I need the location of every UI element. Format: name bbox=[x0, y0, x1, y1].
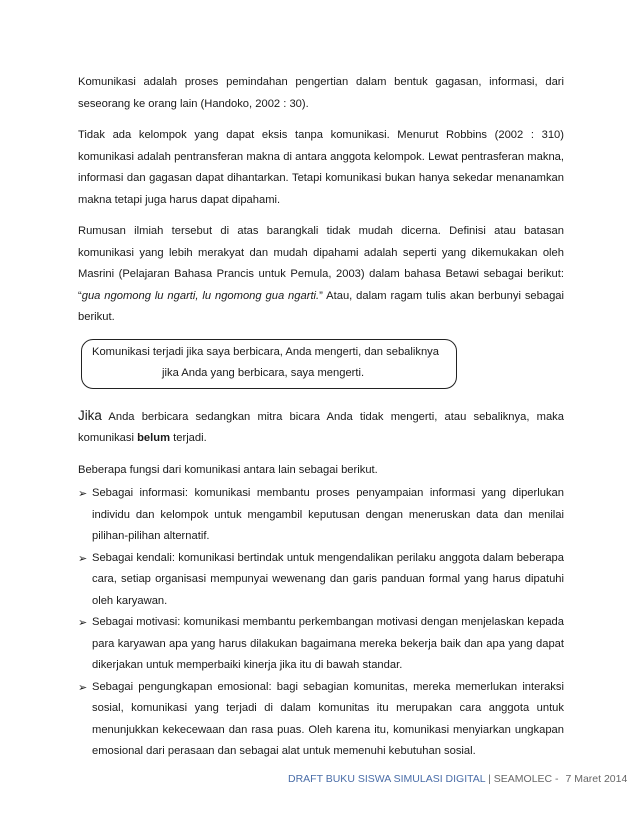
list-item-text: Sebagai kendali: komunikasi bertindak untuk mengendalikan perilaku anggota dalam beberapa cara, setiap organisasi mempunyai wewenang dan garis panduan formal yang harus dipatuhi oleh karyawan. bbox=[92, 551, 564, 607]
list-item bbox=[78, 548, 564, 613]
arrow-bullet-icon: ➢ bbox=[78, 551, 88, 565]
paragraph-fungsi-intro: Beberapa fungsi dari komunikasi antara lain sebagai berikut. bbox=[78, 463, 378, 476]
list-item-text: Sebagai pengungkapan emosional: bagi sebagian komunitas, mereka memerlukan interaksi sosial, komunikasi yang terjadi di dalam komunitas itu merupakan cara anggota untuk menunjukkan kekecewaan dan rasa puas. Oleh karena itu, komunikasi menyiarkan ungkapan emosional dari perasaan dan sebagai alat untuk memenuhi kebutuhan sosial. bbox=[92, 680, 564, 757]
paragraph-jika bbox=[78, 405, 564, 450]
paragraph-jika-text: Anda berbicara sedangkan mitra bicara Anda tidak mengerti, atau sebaliknya, maka komunikasi bbox=[78, 410, 564, 444]
paragraph-robbins: Tidak ada kelompok yang dapat eksis tanpa komunikasi. Menurut Robbins (2002 : 310) komunikasi adalah pentransferan makna di antara anggota kelompok. Lewat pentrasferan makna, informasi dan gagasan dapat dihantarkan. Tetapi komunikasi bukan hanya sekedar menanamkan makna tetapi juga harus dapat dipahami. bbox=[78, 129, 564, 206]
paragraph-jika-tail: terjadi. bbox=[170, 432, 207, 444]
document-page bbox=[78, 72, 564, 763]
callout-line-1: Komunikasi terjadi jika saya berbicara, Anda mengerti, dan sebaliknya bbox=[92, 345, 440, 358]
paragraph-betawi-tail: Atau, dalam ragam tulis akan berbunyi sebagai berikut. bbox=[78, 289, 565, 323]
footer-separator: | bbox=[485, 773, 494, 785]
quote-close: ” bbox=[319, 289, 323, 302]
arrow-bullet-icon: ➢ bbox=[78, 616, 88, 629]
callout-line-2: jika Anda yang berbicara, saya mengerti. bbox=[162, 366, 365, 379]
list-item-text: Sebagai informasi: komunikasi membantu proses penyampaian informasi yang diperlukan individu dan kelompok untuk mengambil keputusan dengan meneruskan data dan menilai pilihan-pilihan alternatif. bbox=[92, 487, 564, 542]
page-footer bbox=[288, 773, 627, 785]
list-item bbox=[78, 677, 564, 763]
footer-title: DRAFT BUKU SISWA SIMULASI DIGITAL bbox=[288, 773, 486, 785]
arrow-bullet-icon: ➢ bbox=[78, 680, 88, 694]
quote-open: “ bbox=[78, 289, 82, 302]
footer-org: SEAMOLEC - bbox=[493, 773, 562, 785]
list-item bbox=[78, 483, 564, 548]
paragraph-jika-first-word: Jika bbox=[78, 407, 102, 423]
arrow-bullet-icon: ➢ bbox=[78, 487, 88, 500]
list-item-text: Sebagai motivasi: komunikasi membantu perkembangan motivasi dengan menjelaskan kepada para karyawan apa yang harus dilakukan bagaimana mereka bekerja baik dan apa yang dapat dikerjakan untuk memperbaiki kinerja jika itu di bawah standar. bbox=[92, 616, 564, 671]
function-list bbox=[78, 483, 564, 763]
paragraph-definition: Komunikasi adalah proses pemindahan pengertian dalam bentuk gagasan, informasi, dari seseorang ke orang lain (Handoko, 2002 : 30). bbox=[78, 76, 564, 110]
footer-date: 7 Maret 2014 bbox=[565, 773, 628, 785]
betawi-quote: gua ngomong lu ngarti, lu ngomong gua ngarti. bbox=[81, 289, 320, 302]
list-item bbox=[78, 612, 564, 677]
callout-box bbox=[81, 339, 457, 389]
paragraph-betawi-text: Rumusan ilmiah tersebut di atas barangkali tidak mudah dicerna. Definisi atau batasan komunikasi yang lebih merakyat dan mudah dipahami adalah seperti yang dikemukakan oleh Masrini (Pelajaran Bahasa Prancis untuk Pemula, 2003) dalam bahasa Betawi sebagai berikut: bbox=[78, 225, 564, 280]
paragraph-jika-bold: belum bbox=[137, 432, 171, 444]
paragraph-betawi bbox=[78, 221, 564, 329]
